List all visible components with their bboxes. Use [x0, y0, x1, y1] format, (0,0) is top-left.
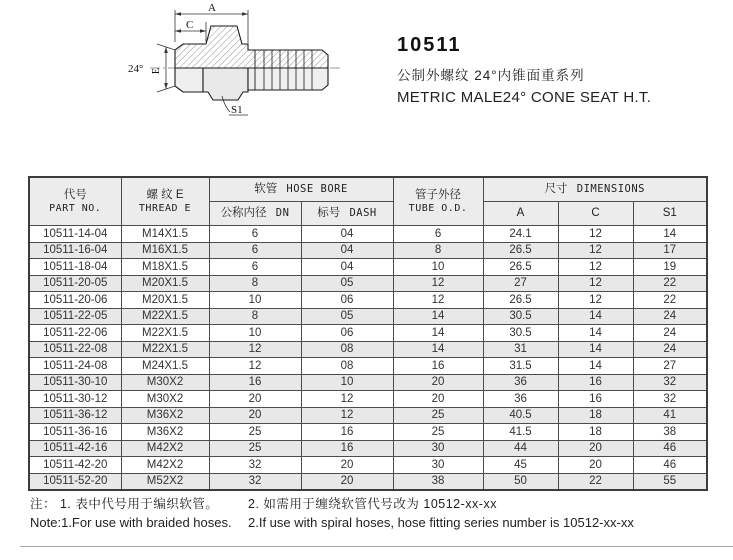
- cell-c: 12: [558, 242, 633, 259]
- cell-tube_od: 6: [393, 226, 483, 243]
- table-row: [29, 440, 707, 457]
- cell-c: 14: [558, 308, 633, 325]
- table-row: [29, 407, 707, 424]
- cell-a: 24.1: [483, 226, 558, 243]
- col-header-thread: [121, 177, 209, 226]
- cell-part_no: 10511-18-04: [29, 259, 121, 276]
- cell-a: 31: [483, 341, 558, 358]
- cell-part_no: 10511-22-05: [29, 308, 121, 325]
- cell-s1: 46: [633, 440, 707, 457]
- cell-c: 12: [558, 275, 633, 292]
- part-no-cn: 代号: [63, 189, 87, 202]
- cell-c: 16: [558, 374, 633, 391]
- dim-c-label: C: [186, 19, 194, 31]
- cell-tube_od: 10: [393, 259, 483, 276]
- cell-a: 31.5: [483, 358, 558, 375]
- fitting-drawing: [126, 0, 366, 135]
- table-row: [29, 424, 707, 441]
- cell-s1: 17: [633, 242, 707, 259]
- cell-c: 16: [558, 391, 633, 408]
- s1-label: S1: [231, 104, 243, 116]
- tube-od-cn: 管子外径: [415, 189, 462, 202]
- cell-s1: 32: [633, 391, 707, 408]
- cell-part_no: 10511-42-16: [29, 440, 121, 457]
- table-row: [29, 374, 707, 391]
- title-block: [397, 34, 651, 106]
- cell-dn: 25: [209, 424, 301, 441]
- cone-angle-label: 24°: [128, 63, 144, 75]
- cell-dash: 06: [301, 325, 393, 342]
- dimensions-en: DIMENSIONS: [576, 183, 645, 196]
- cell-dash: 05: [301, 308, 393, 325]
- cell-dn: 6: [209, 259, 301, 276]
- tube-od-en: TUBE O.D.: [408, 202, 468, 214]
- col-header-dn: [209, 202, 301, 226]
- cell-dash: 20: [301, 457, 393, 474]
- cell-a: 26.5: [483, 259, 558, 276]
- col-header-a: A: [483, 202, 558, 226]
- note-en-1: Note:1.For use with braided hoses.: [30, 515, 232, 530]
- cell-dn: 12: [209, 341, 301, 358]
- cell-dn: 20: [209, 391, 301, 408]
- cell-part_no: 10511-22-06: [29, 325, 121, 342]
- cell-c: 14: [558, 358, 633, 375]
- table-row: [29, 341, 707, 358]
- cell-c: 12: [558, 226, 633, 243]
- col-header-dimensions: [483, 177, 707, 202]
- thread-e-label: E: [151, 67, 162, 75]
- cell-a: 36: [483, 374, 558, 391]
- cell-tube_od: 20: [393, 374, 483, 391]
- notes: [30, 494, 634, 530]
- cell-dn: 20: [209, 407, 301, 424]
- hose-bore-cn: 软管: [254, 183, 278, 196]
- cell-dash: 10: [301, 374, 393, 391]
- cell-thread_e: M36X2: [121, 424, 209, 441]
- cell-a: 26.5: [483, 242, 558, 259]
- cell-thread_e: M20X1.5: [121, 275, 209, 292]
- cell-dash: 08: [301, 341, 393, 358]
- cell-s1: 22: [633, 275, 707, 292]
- cell-tube_od: 12: [393, 292, 483, 309]
- col-header-hose-bore: [209, 177, 393, 202]
- cell-a: 30.5: [483, 308, 558, 325]
- cell-a: 41.5: [483, 424, 558, 441]
- cell-dn: 8: [209, 308, 301, 325]
- cell-s1: 14: [633, 226, 707, 243]
- table-row: [29, 275, 707, 292]
- cell-s1: 27: [633, 358, 707, 375]
- table-row: [29, 473, 707, 490]
- cell-part_no: 10511-16-04: [29, 242, 121, 259]
- cell-thread_e: M30X2: [121, 374, 209, 391]
- cell-c: 20: [558, 457, 633, 474]
- table-row: [29, 358, 707, 375]
- cell-thread_e: M22X1.5: [121, 325, 209, 342]
- cell-thread_e: M20X1.5: [121, 292, 209, 309]
- cell-dn: 32: [209, 457, 301, 474]
- spec-table: [28, 176, 708, 491]
- cell-s1: 55: [633, 473, 707, 490]
- thread-en: THREAD E: [138, 202, 192, 214]
- cell-c: 14: [558, 341, 633, 358]
- table-row: [29, 292, 707, 309]
- cell-thread_e: M16X1.5: [121, 242, 209, 259]
- cell-tube_od: 30: [393, 440, 483, 457]
- cell-dn: 10: [209, 325, 301, 342]
- cell-c: 14: [558, 325, 633, 342]
- cell-thread_e: M52X2: [121, 473, 209, 490]
- cell-s1: 41: [633, 407, 707, 424]
- cell-part_no: 10511-22-08: [29, 341, 121, 358]
- cell-tube_od: 14: [393, 308, 483, 325]
- thread-cn: 螺 纹 E: [146, 189, 184, 202]
- cell-thread_e: M22X1.5: [121, 308, 209, 325]
- cell-c: 20: [558, 440, 633, 457]
- cell-thread_e: M36X2: [121, 407, 209, 424]
- cell-s1: 19: [633, 259, 707, 276]
- product-code: 10511: [397, 34, 462, 56]
- cell-dash: 12: [301, 407, 393, 424]
- cell-s1: 24: [633, 308, 707, 325]
- dn-cn: 公称内径: [220, 207, 267, 220]
- note-cn-2: 2. 如需用于缠绕软管代号改为 10512-xx-xx: [248, 497, 497, 511]
- cell-thread_e: M14X1.5: [121, 226, 209, 243]
- cell-dn: 32: [209, 473, 301, 490]
- dimensions-cn: 尺寸: [544, 183, 568, 196]
- note-en-2: 2.If use with spiral hoses, hose fitting series number is 10512-xx-xx: [248, 515, 634, 530]
- cell-c: 22: [558, 473, 633, 490]
- cell-dn: 10: [209, 292, 301, 309]
- cell-part_no: 10511-52-20: [29, 473, 121, 490]
- cell-dash: 16: [301, 440, 393, 457]
- cell-c: 12: [558, 259, 633, 276]
- table-row: [29, 242, 707, 259]
- title-english: METRIC MALE24° CONE SEAT H.T.: [397, 89, 652, 106]
- body-section-top: [175, 26, 328, 68]
- table-row: [29, 457, 707, 474]
- cell-c: 18: [558, 424, 633, 441]
- cell-a: 27: [483, 275, 558, 292]
- spec-table-body: [29, 226, 707, 491]
- cell-thread_e: M24X1.5: [121, 358, 209, 375]
- cell-dash: 04: [301, 259, 393, 276]
- cell-thread_e: M42X2: [121, 440, 209, 457]
- cell-thread_e: M18X1.5: [121, 259, 209, 276]
- table-row: [29, 391, 707, 408]
- cell-tube_od: 38: [393, 473, 483, 490]
- hex-nut: [203, 68, 248, 100]
- cell-dash: 06: [301, 292, 393, 309]
- cell-a: 36: [483, 391, 558, 408]
- cell-thread_e: M30X2: [121, 391, 209, 408]
- col-header-tube-od: [393, 177, 483, 226]
- cell-a: 45: [483, 457, 558, 474]
- cell-dash: 05: [301, 275, 393, 292]
- cell-dn: 6: [209, 226, 301, 243]
- cell-tube_od: 25: [393, 407, 483, 424]
- col-header-part-no: [29, 177, 121, 226]
- cell-tube_od: 20: [393, 391, 483, 408]
- cell-tube_od: 30: [393, 457, 483, 474]
- cell-tube_od: 8: [393, 242, 483, 259]
- cell-thread_e: M42X2: [121, 457, 209, 474]
- bottom-rule: [20, 546, 733, 547]
- col-header-dash: [301, 202, 393, 226]
- title-chinese: 公制外螺纹 24°内锥面重系列: [397, 68, 585, 83]
- cell-dn: 6: [209, 242, 301, 259]
- note-cn-1: 注： 1. 表中代号用于编织软管。: [30, 497, 219, 511]
- dn-en: DN: [275, 207, 290, 220]
- cell-tube_od: 25: [393, 424, 483, 441]
- cell-s1: 32: [633, 374, 707, 391]
- cell-c: 18: [558, 407, 633, 424]
- cell-a: 44: [483, 440, 558, 457]
- cell-dn: 25: [209, 440, 301, 457]
- hose-bore-en: HOSE BORE: [286, 183, 348, 196]
- cell-part_no: 10511-20-06: [29, 292, 121, 309]
- dash-cn: 标号: [317, 207, 341, 220]
- cell-dash: 04: [301, 226, 393, 243]
- table-row: [29, 325, 707, 342]
- cell-a: 40.5: [483, 407, 558, 424]
- cell-part_no: 10511-36-12: [29, 407, 121, 424]
- cell-part_no: 10511-36-16: [29, 424, 121, 441]
- cell-s1: 46: [633, 457, 707, 474]
- cell-dash: 12: [301, 391, 393, 408]
- cell-s1: 38: [633, 424, 707, 441]
- col-header-c: C: [558, 202, 633, 226]
- cell-part_no: 10511-14-04: [29, 226, 121, 243]
- cell-a: 50: [483, 473, 558, 490]
- cell-tube_od: 16: [393, 358, 483, 375]
- dim-a-label: A: [208, 2, 216, 14]
- thread-end-bottom: [175, 68, 203, 92]
- cell-part_no: 10511-24-08: [29, 358, 121, 375]
- cell-part_no: 10511-30-12: [29, 391, 121, 408]
- cell-part_no: 10511-20-05: [29, 275, 121, 292]
- cell-dash: 04: [301, 242, 393, 259]
- cell-part_no: 10511-30-10: [29, 374, 121, 391]
- table-row: [29, 259, 707, 276]
- cell-dash: 08: [301, 358, 393, 375]
- col-header-s1: S1: [633, 202, 707, 226]
- cell-dn: 16: [209, 374, 301, 391]
- cell-tube_od: 14: [393, 325, 483, 342]
- table-row: [29, 308, 707, 325]
- cell-dash: 16: [301, 424, 393, 441]
- spec-table-header: [29, 177, 707, 226]
- cell-part_no: 10511-42-20: [29, 457, 121, 474]
- cell-a: 26.5: [483, 292, 558, 309]
- cell-s1: 24: [633, 325, 707, 342]
- cell-tube_od: 12: [393, 275, 483, 292]
- cell-a: 30.5: [483, 325, 558, 342]
- part-no-en: PART NO.: [49, 202, 102, 214]
- cell-tube_od: 14: [393, 341, 483, 358]
- dash-en: DASH: [349, 207, 377, 220]
- cell-c: 12: [558, 292, 633, 309]
- cell-s1: 22: [633, 292, 707, 309]
- table-row: [29, 226, 707, 243]
- cell-dash: 20: [301, 473, 393, 490]
- cell-dn: 12: [209, 358, 301, 375]
- cell-dn: 8: [209, 275, 301, 292]
- cell-thread_e: M22X1.5: [121, 341, 209, 358]
- cell-s1: 24: [633, 341, 707, 358]
